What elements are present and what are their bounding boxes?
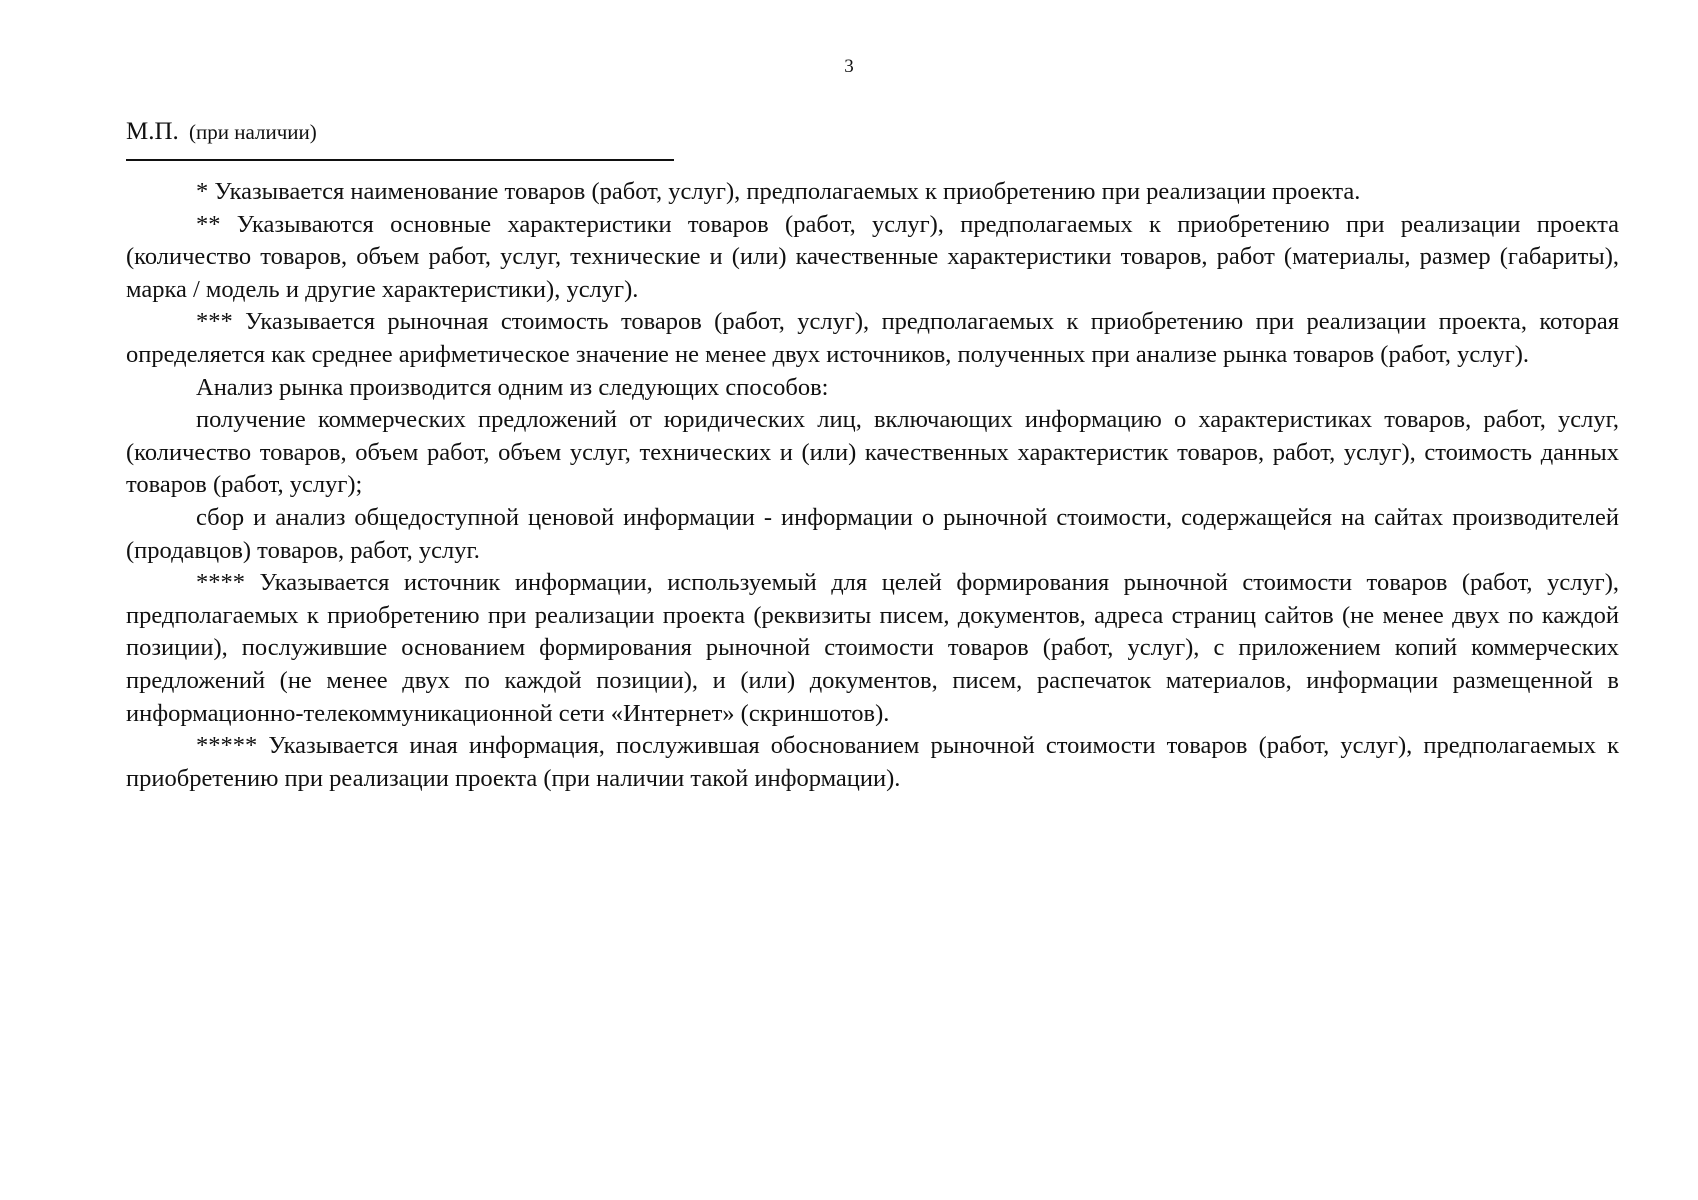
page-number: 3 (844, 56, 854, 77)
footnotes (126, 176, 1619, 795)
footnote-1: * Указывается наименование товаров (работ, услуг), предполагаемых к приобретению при реализации проекта. (196, 178, 1361, 205)
footnote-3: *** Указывается рыночная стоимость товаров (работ, услуг), предполагаемых к приобретению при реализации проекта, которая определяется как среднее арифметическое значение не менее двух источников, полученных при анализе рынка товаров (работ, услуг). (126, 308, 1619, 368)
footnote-4: **** Указывается источник информации, используемый для целей формирования рыночной стоимости товаров (работ, услуг), предполагаемых к приобретению при реализации проекта (реквизиты писем, документов, адреса страниц сайтов (не менее двух по каждой позиции), послужившие основанием формирования рыночной стоимости товаров (работ, услуг), с приложением копий коммерческих предложений (не менее двух по каждой позиции), и (или) документов, писем, распечаток материалов, информации размещенной в информационно-телекоммуникационной сети «Интернет» (скриншотов). (126, 569, 1619, 727)
market-analysis-intro: Анализ рынка производится одним из следующих способов: (196, 373, 829, 401)
market-analysis-method-1: получение коммерческих предложений от юридических лиц, включающих информацию о характеристиках товаров, работ, услуг, (количество товаров, объем работ, объем услуг, технических и (или) качественных характеристик товаров, работ, услуг), стоимость данных товаров (работ, услуг); (126, 406, 1619, 499)
stamp-note: (при наличии) (189, 120, 317, 144)
stamp-label: М.П. (126, 118, 179, 145)
footnote-5: ***** Указывается иная информация, послужившая обоснованием рыночной стоимости товаров (работ, услуг), предполагаемых к приобретению при реализации проекта (при наличии такой информации). (126, 732, 1619, 792)
footnote-2: ** Указываются основные характеристики товаров (работ, услуг), предполагаемых к приобретению при реализации проекта (количество товаров, объем работ, услуг, технические и (или) качественные характеристики товаров, работ (материалы, размер (габариты), марка / модель и другие характеристики), услуг). (126, 210, 1619, 303)
footnote-separator (126, 159, 674, 161)
market-analysis-method-2: сбор и анализ общедоступной ценовой информации - информации о рыночной стоимости, содержащейся на сайтах производителей (продавцов) товаров, работ, услуг. (126, 503, 1619, 564)
stamp-placeholder (126, 118, 317, 146)
